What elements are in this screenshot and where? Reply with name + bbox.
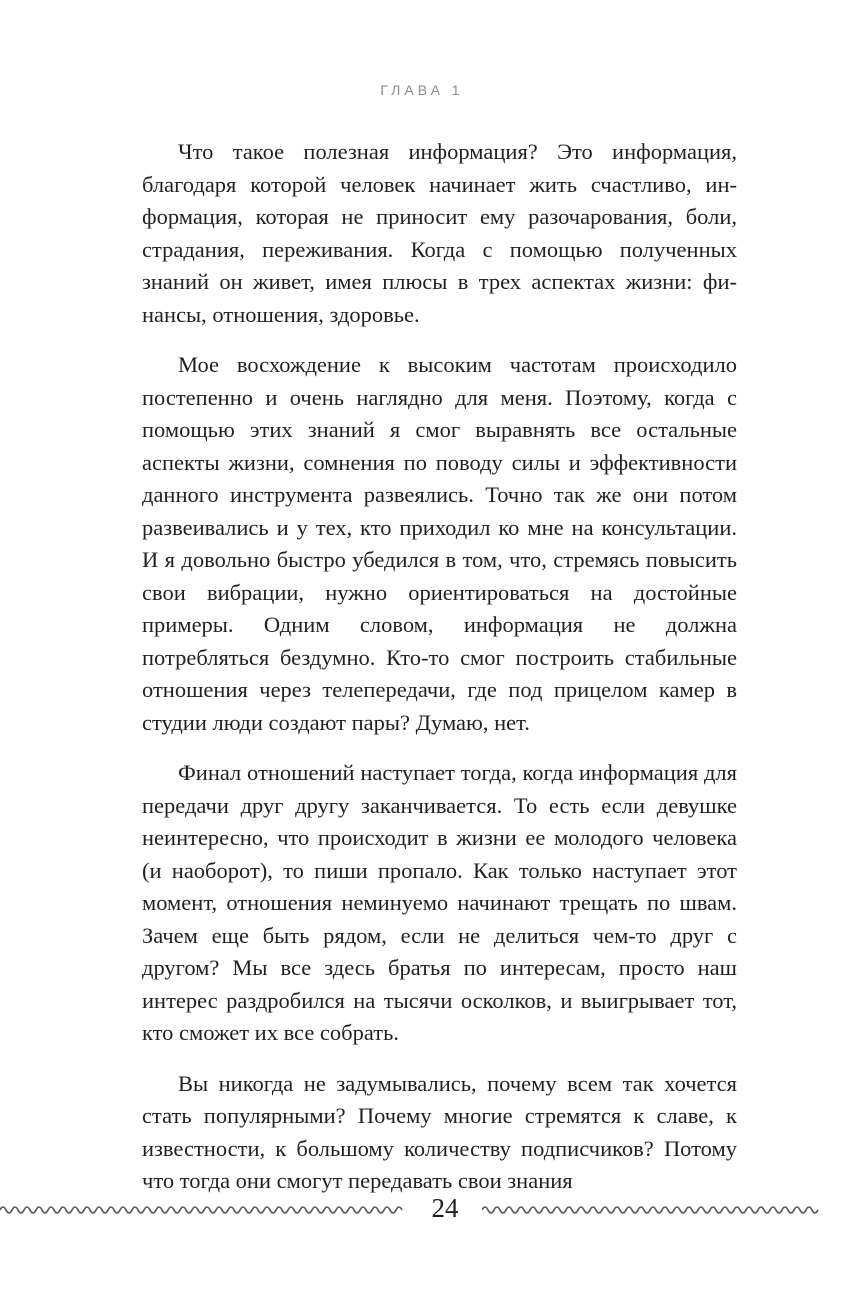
page-number: 24 (431, 1193, 459, 1223)
body-text (142, 136, 737, 1198)
wavy-line-ornament-left-icon (0, 1202, 408, 1218)
wavy-line-ornament-right-icon (482, 1202, 844, 1218)
paragraph-4: Вы никогда не задумывались, почему всем так хочется стать популярными? Почему многие стремятся к славе, к известности, к большому количеству подписчиков? Потому что тогда они смогут передавать свои знания (142, 1070, 737, 1193)
paragraph-3: Финал отношений наступает тогда, когда информация для передачи друг другу заканчивается. То есть если девушке неинтересно, что происходит в жизни ее молодого человека (и наоборот), то пиши пропало. Как только наступает этот момент, отношения неминуемо начинают трещать по швам. Зачем еще быть рядом, если не делиться чем-то друг с другом? Мы все здесь братья по интересам, просто наш интерес раздробился на тысячи осколков, и выигрывает тот, кто сможет их все собрать. (142, 760, 737, 1045)
wavy-line-path (482, 1207, 818, 1213)
paragraph-2: Мое восхождение к высоким частотам происходило постепенно и очень наглядно для меня. Поэтому, когда с помощью этих знаний я смог выравнять все остальные аспекты жизни, сомнения по поводу силы и эффективности данного инструмента развеялись. Точно так же они потом развеивались и у тех, кто приходил ко мне на консультации. И я довольно быстро убедился в том, что, стремясь повысить свои вибрации, нужно ориентироваться на достойные примеры. Одним словом, информация не должна потребляться бездумно. Кто-то смог построить стабильные отношения через телепередачи, где под прицелом камер в студии люди создают пары? Думаю, нет. (142, 352, 737, 735)
paragraph-1: Что такое полезная информация? Это информация, благодаря которой человек начинает жить счастливо, информация, которая не приносит ему разочарования, боли, страдания, переживания. Когда с помощью полученных знаний он живет, имея плюсы в трех аспектах жизни: финансы, отношения, здоровье. (142, 139, 737, 327)
page-footer (0, 1192, 844, 1232)
running-head: ГЛАВА 1 (380, 82, 464, 98)
wavy-line-path (0, 1207, 402, 1213)
